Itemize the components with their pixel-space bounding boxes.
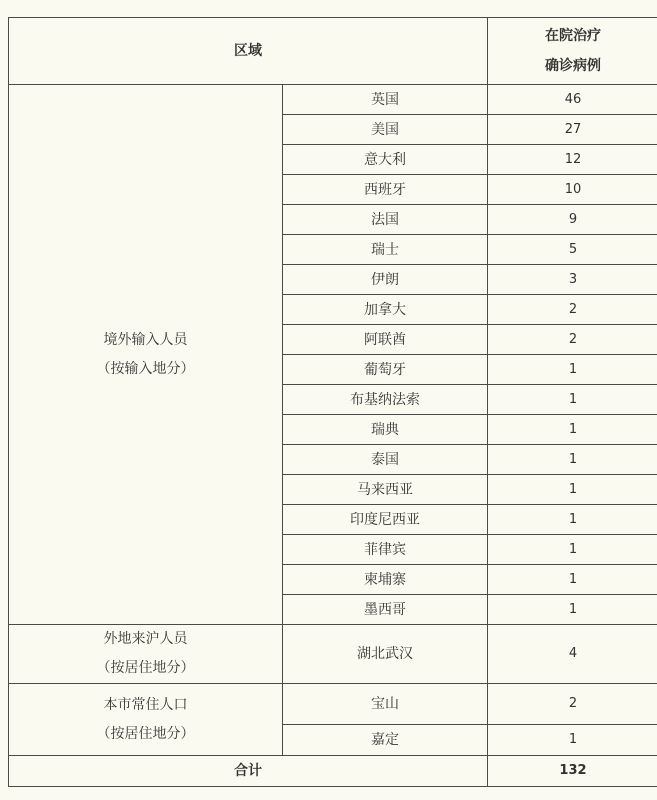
place-cell: 柬埔寨 [283,565,488,595]
count-header [488,18,657,85]
count-cell: 1 [488,445,657,475]
group-label-line1: 外地来沪人员 [103,631,188,647]
group-label-line2: （按输入地分） [96,360,195,377]
total-row [9,756,657,787]
count-cell: 3 [488,265,657,295]
place-cell: 葡萄牙 [283,355,488,385]
place-cell: 印度尼西亚 [283,505,488,535]
count-cell: 27 [488,115,657,145]
place-cell: 湖北武汉 [283,625,488,684]
place-cell: 马来西亚 [283,475,488,505]
place-cell: 嘉定 [283,725,488,756]
place-cell: 宝山 [283,684,488,725]
count-cell: 1 [488,505,657,535]
count-cell: 1 [488,565,657,595]
place-cell: 加拿大 [283,295,488,325]
group-label [9,684,283,756]
place-cell: 英国 [283,85,488,115]
place-cell: 西班牙 [283,175,488,205]
count-cell: 12 [488,145,657,175]
place-cell: 阿联酋 [283,325,488,355]
case-table-body [9,18,657,787]
count-cell: 2 [488,295,657,325]
count-cell: 1 [488,595,657,625]
total-count: 132 [488,756,657,787]
place-cell: 意大利 [283,145,488,175]
place-cell: 伊朗 [283,265,488,295]
count-cell: 1 [488,725,657,756]
count-cell: 46 [488,85,657,115]
place-cell: 瑞典 [283,415,488,445]
place-cell: 瑞士 [283,235,488,265]
table-row [9,625,657,684]
place-cell: 法国 [283,205,488,235]
count-cell: 10 [488,175,657,205]
place-cell: 墨西哥 [283,595,488,625]
count-cell: 5 [488,235,657,265]
group-label-line1: 境外输入人员 [103,331,188,348]
count-cell: 4 [488,625,657,684]
count-cell: 1 [488,475,657,505]
count-cell: 2 [488,684,657,725]
place-cell: 美国 [283,115,488,145]
header-row [9,18,657,85]
count-cell: 9 [488,205,657,235]
place-cell: 布基纳法索 [283,385,488,415]
count-cell: 1 [488,385,657,415]
count-header-line1: 在院治疗 [545,28,601,44]
group-label [9,85,283,625]
group-label-line1: 本市常住人口 [103,696,188,713]
count-cell: 1 [488,535,657,565]
count-cell: 1 [488,355,657,385]
table-row [9,684,657,725]
group-label-line2: （按居住地分） [96,725,195,742]
table-row [9,85,657,115]
total-label: 合计 [9,756,488,787]
group-label [9,625,283,684]
place-cell: 泰国 [283,445,488,475]
count-cell: 1 [488,415,657,445]
case-table [8,17,657,787]
region-header: 区域 [9,18,488,85]
group-label-line2: （按居住地分） [96,660,195,676]
count-cell: 2 [488,325,657,355]
count-header-line2: 确诊病例 [545,58,601,74]
place-cell: 菲律宾 [283,535,488,565]
